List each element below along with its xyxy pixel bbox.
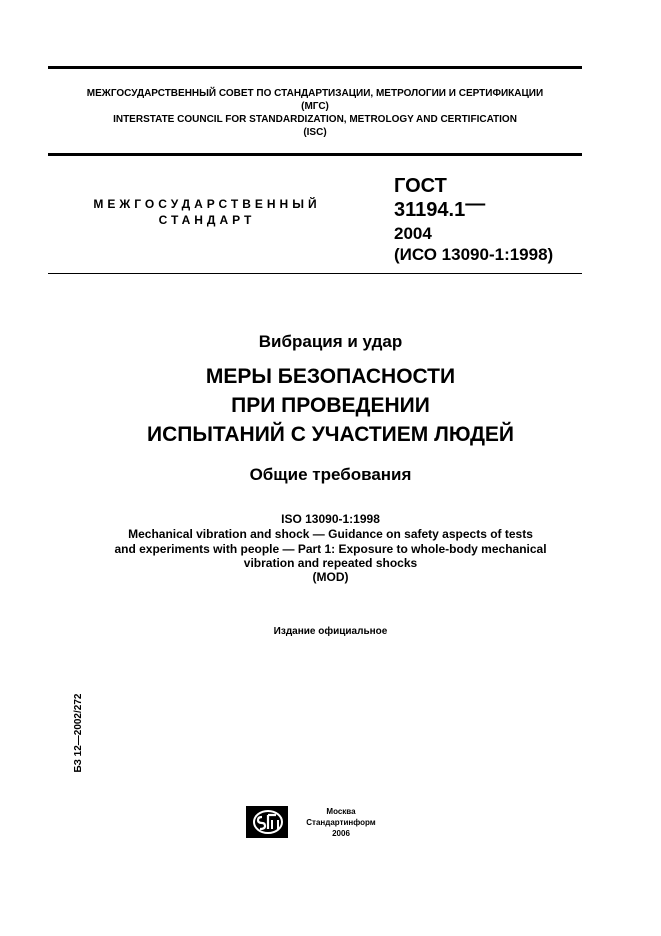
subject-title: Вибрация и удар xyxy=(258,332,403,351)
standartinform-logo-icon xyxy=(246,806,288,838)
iso-title-line2: and experiments with people — Part 1: Exposure to whole-body mechanical xyxy=(114,542,547,556)
sub-title: Общие требования xyxy=(249,465,412,484)
header-bottom-rule xyxy=(48,153,582,156)
iso-mod: (MOD) xyxy=(312,570,349,584)
council-abbr-en: (ISC) xyxy=(303,127,327,138)
side-code: БЗ 12—2002/272 xyxy=(73,693,84,773)
main-title-line3: ИСПЫТАНИЙ С УЧАСТИЕМ ЛЮДЕЙ xyxy=(146,423,515,446)
gost-year: 2004 xyxy=(394,224,432,243)
main-title-line2: ПРИ ПРОВЕДЕНИИ xyxy=(231,394,430,417)
iso-equivalent: (ИСО 13090-1:1998) xyxy=(394,245,554,264)
iso-title-line1: Mechanical vibration and shock — Guidance on safety aspects of tests xyxy=(128,527,533,541)
gost-number: 31194.1 xyxy=(394,199,466,221)
publisher-city: Москва xyxy=(326,807,356,816)
council-abbr-ru: (МГС) xyxy=(301,101,329,112)
top-rule xyxy=(48,66,582,69)
gost-dash: — xyxy=(465,193,486,215)
gost-label: ГОСТ xyxy=(394,175,447,197)
publisher-year: 2006 xyxy=(332,829,350,838)
iso-code: ISO 13090-1:1998 xyxy=(281,512,380,526)
gost-number-line xyxy=(394,193,486,221)
council-name-ru: МЕЖГОСУДАРСТВЕННЫЙ СОВЕТ ПО СТАНДАРТИЗАЦИИ, МЕТРОЛОГИИ И СЕРТИФИКАЦИИ xyxy=(86,88,544,99)
council-name-en: INTERSTATE COUNCIL FOR STANDARDIZATION, METROLOGY AND CERTIFICATION xyxy=(113,114,517,125)
designation-rule xyxy=(48,273,582,274)
iso-title-line3: vibration and repeated shocks xyxy=(243,556,418,570)
main-title-line1: МЕРЫ БЕЗОПАСНОСТИ xyxy=(205,365,456,388)
standard-type-line1: МЕЖГОСУДАРСТВЕННЫЙ xyxy=(93,197,321,211)
official-edition: Издание официальное xyxy=(273,626,388,637)
publisher-name: Стандартинформ xyxy=(306,818,376,827)
standard-type-line2: СТАНДАРТ xyxy=(158,213,256,227)
